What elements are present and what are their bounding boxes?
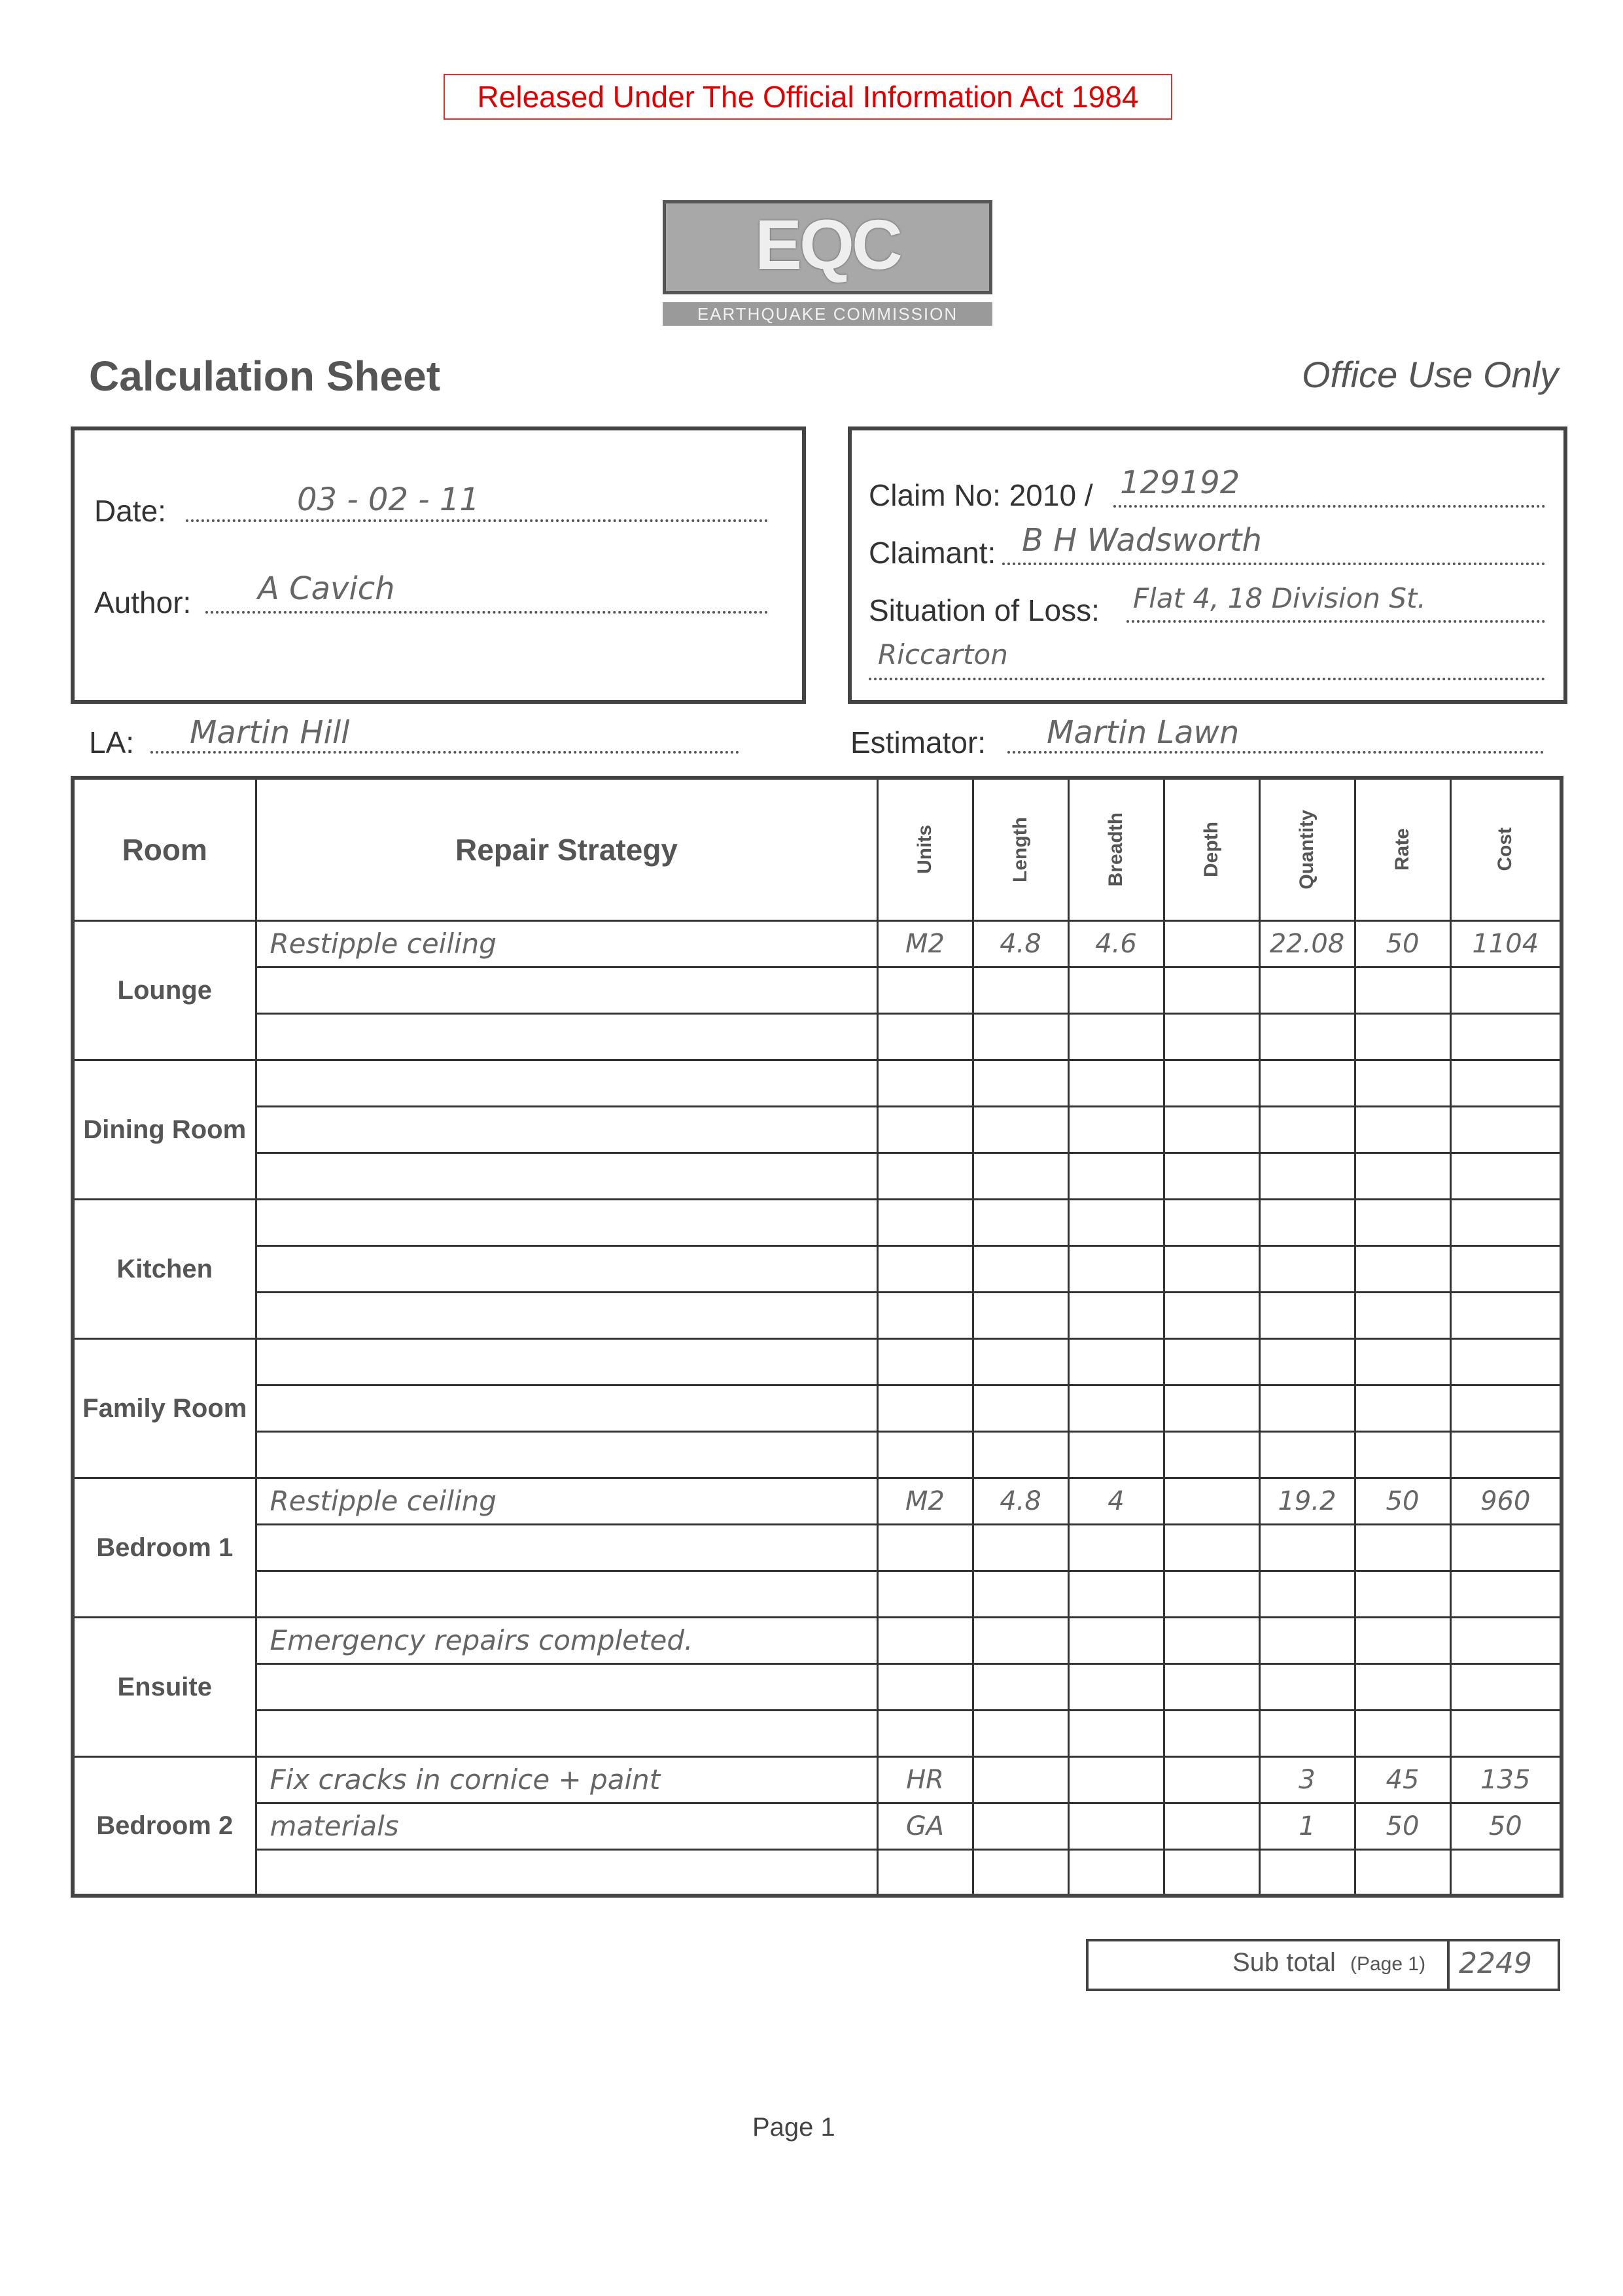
table-row [73, 1663, 1562, 1710]
depth-cell [1164, 1106, 1259, 1153]
breadth-cell [1068, 920, 1164, 967]
room-name: Ensuite [73, 1617, 256, 1756]
units-cell [877, 920, 973, 967]
units-value: M2 [905, 928, 945, 959]
repair-strategy-cell [256, 1385, 877, 1431]
rate-cell [1355, 1292, 1450, 1338]
cost-cell [1450, 1710, 1562, 1756]
rate-cell [1355, 1431, 1450, 1478]
length-cell [973, 1478, 1068, 1524]
header-units: Units [877, 778, 973, 920]
subtotal-label: Sub total [1232, 1948, 1336, 1977]
depth-cell [1164, 920, 1259, 967]
quantity-cell [1259, 1245, 1355, 1292]
room-name: Lounge [73, 920, 256, 1060]
units-value: HR [906, 1764, 944, 1795]
breadth-cell [1068, 1292, 1164, 1338]
depth-cell [1164, 1710, 1259, 1756]
depth-cell [1164, 967, 1259, 1013]
units-cell [877, 1710, 973, 1756]
subtotal-page-note: (Page 1) [1350, 1953, 1426, 1975]
quantity-cell [1259, 1478, 1355, 1524]
repair-strategy-cell [256, 920, 877, 967]
claimant-label: Claimant: [869, 536, 996, 570]
rate-cell [1355, 1153, 1450, 1199]
cost-value: 135 [1480, 1764, 1531, 1795]
situation-label: Situation of Loss: [869, 593, 1100, 627]
cost-value: 50 [1488, 1811, 1522, 1841]
repair-strategy-text: materials [270, 1810, 399, 1842]
repair-strategy-text: Restipple ceiling [270, 928, 497, 960]
cost-cell [1450, 1338, 1562, 1385]
repair-strategy-text: Restipple ceiling [270, 1485, 497, 1517]
units-cell [877, 1338, 973, 1385]
breadth-cell [1068, 1106, 1164, 1153]
units-cell [877, 1431, 973, 1478]
room-name: Family Room [73, 1338, 256, 1478]
rate-cell [1355, 1756, 1450, 1803]
repair-strategy-cell [256, 1849, 877, 1896]
depth-cell [1164, 1199, 1259, 1245]
repair-strategy-cell [256, 1431, 877, 1478]
length-cell [973, 1245, 1068, 1292]
rate-cell [1355, 1571, 1450, 1617]
depth-cell [1164, 1338, 1259, 1385]
la-label: LA: [89, 725, 135, 759]
claim-label: Claim No: 2010 / [869, 478, 1093, 512]
units-value: M2 [905, 1486, 945, 1516]
la-value: Martin Hill [190, 714, 350, 751]
units-cell [877, 1571, 973, 1617]
length-value: 4.8 [1000, 928, 1041, 959]
table-row [73, 1338, 1562, 1385]
breadth-value: 4.6 [1095, 928, 1137, 959]
units-cell [877, 1478, 973, 1524]
quantity-cell [1259, 1756, 1355, 1803]
rate-value: 50 [1386, 1811, 1420, 1841]
table-row [73, 1849, 1562, 1896]
repair-strategy-cell [256, 1478, 877, 1524]
page-title: Calculation Sheet [89, 353, 440, 400]
breadth-cell [1068, 1524, 1164, 1571]
units-cell [877, 1385, 973, 1431]
cost-cell [1450, 1478, 1562, 1524]
depth-cell [1164, 1478, 1259, 1524]
cost-cell [1450, 1803, 1562, 1849]
office-use-label: Office Use Only [1302, 354, 1559, 395]
rate-value: 50 [1386, 928, 1420, 959]
depth-cell [1164, 1013, 1259, 1060]
breadth-cell [1068, 1849, 1164, 1896]
quantity-cell [1259, 1571, 1355, 1617]
units-cell [877, 1524, 973, 1571]
rate-cell [1355, 1338, 1450, 1385]
breadth-cell [1068, 1338, 1164, 1385]
table-row [73, 1524, 1562, 1571]
repair-strategy-cell [256, 1013, 877, 1060]
page-number: Page 1 [752, 2113, 835, 2142]
depth-cell [1164, 1756, 1259, 1803]
table-row [73, 1710, 1562, 1756]
length-cell [973, 1803, 1068, 1849]
rate-cell [1355, 1849, 1450, 1896]
length-cell [973, 1338, 1068, 1385]
author-line [205, 611, 768, 614]
depth-cell [1164, 1060, 1259, 1106]
breadth-cell [1068, 967, 1164, 1013]
units-cell [877, 1617, 973, 1663]
breadth-cell [1068, 1710, 1164, 1756]
breadth-value: 4 [1108, 1486, 1125, 1516]
units-cell [877, 1849, 973, 1896]
units-cell [877, 1013, 973, 1060]
header-repair-strategy: Repair Strategy [256, 778, 877, 920]
quantity-cell [1259, 1617, 1355, 1663]
quantity-cell [1259, 1385, 1355, 1431]
subtotal-box [1086, 1939, 1560, 1991]
room-name: Kitchen [73, 1199, 256, 1338]
cost-cell [1450, 1385, 1562, 1431]
breadth-cell [1068, 1199, 1164, 1245]
units-cell [877, 1106, 973, 1153]
length-cell [973, 1153, 1068, 1199]
date-author-box [71, 426, 806, 704]
repair-strategy-cell [256, 1756, 877, 1803]
length-cell [973, 1106, 1068, 1153]
length-cell [973, 1663, 1068, 1710]
quantity-cell [1259, 1849, 1355, 1896]
depth-cell [1164, 1431, 1259, 1478]
units-cell [877, 1060, 973, 1106]
cost-cell [1450, 920, 1562, 967]
quantity-cell [1259, 1013, 1355, 1060]
estimator-value: Martin Lawn [1047, 714, 1240, 751]
length-cell [973, 1710, 1068, 1756]
table-row [73, 1199, 1562, 1245]
quantity-cell [1259, 967, 1355, 1013]
length-cell [973, 1617, 1068, 1663]
repair-strategy-cell [256, 1338, 877, 1385]
cost-cell [1450, 1245, 1562, 1292]
date-label: Date: [94, 494, 166, 528]
cost-cell [1450, 1571, 1562, 1617]
units-cell [877, 1153, 973, 1199]
depth-cell [1164, 1849, 1259, 1896]
quantity-value: 22.08 [1269, 928, 1345, 959]
table-row [73, 967, 1562, 1013]
repair-strategy-cell [256, 1571, 877, 1617]
cost-cell [1450, 1013, 1562, 1060]
units-cell [877, 1199, 973, 1245]
length-cell [973, 920, 1068, 967]
claimant-line [1002, 563, 1545, 565]
table-row [73, 920, 1562, 967]
author-label: Author: [94, 585, 192, 619]
cost-cell [1450, 967, 1562, 1013]
header-length: Length [973, 778, 1068, 920]
repair-strategy-cell [256, 1106, 877, 1153]
breadth-cell [1068, 1153, 1164, 1199]
rate-cell [1355, 1710, 1450, 1756]
units-cell [877, 967, 973, 1013]
breadth-cell [1068, 1245, 1164, 1292]
rate-cell [1355, 1803, 1450, 1849]
claim-box [848, 426, 1567, 704]
author-value: A Cavich [258, 570, 395, 607]
la-line [150, 751, 739, 754]
cost-cell [1450, 1060, 1562, 1106]
table-row [73, 1245, 1562, 1292]
table-row [73, 1571, 1562, 1617]
table-row [73, 1803, 1562, 1849]
cost-cell [1450, 1617, 1562, 1663]
rate-cell [1355, 1013, 1450, 1060]
cost-cell [1450, 1431, 1562, 1478]
breadth-cell [1068, 1013, 1164, 1060]
rate-cell [1355, 1663, 1450, 1710]
repair-strategy-cell [256, 967, 877, 1013]
depth-cell [1164, 1245, 1259, 1292]
depth-cell [1164, 1571, 1259, 1617]
breadth-cell [1068, 1571, 1164, 1617]
table-row [73, 1292, 1562, 1338]
rate-cell [1355, 1617, 1450, 1663]
length-cell [973, 1013, 1068, 1060]
date-line [186, 519, 768, 522]
release-stamp: Released Under The Official Information Act 1984 [444, 74, 1172, 120]
quantity-value: 19.2 [1278, 1486, 1336, 1516]
date-value: 03 - 02 - 11 [297, 481, 480, 518]
units-value: GA [905, 1811, 945, 1841]
rate-cell [1355, 1478, 1450, 1524]
length-cell [973, 1431, 1068, 1478]
quantity-value: 1 [1299, 1811, 1316, 1841]
quantity-cell [1259, 1710, 1355, 1756]
table-row [73, 1431, 1562, 1478]
depth-cell [1164, 1803, 1259, 1849]
table-row [73, 1153, 1562, 1199]
depth-cell [1164, 1663, 1259, 1710]
units-cell [877, 1245, 973, 1292]
quantity-value: 3 [1299, 1764, 1316, 1795]
quantity-cell [1259, 1431, 1355, 1478]
length-cell [973, 1524, 1068, 1571]
breadth-cell [1068, 1803, 1164, 1849]
estimator-label: Estimator: [850, 725, 986, 759]
rate-cell [1355, 920, 1450, 967]
breadth-cell [1068, 1060, 1164, 1106]
header-breadth: Breadth [1068, 778, 1164, 920]
header-rate: Rate [1355, 778, 1450, 920]
length-cell [973, 1571, 1068, 1617]
quantity-cell [1259, 1292, 1355, 1338]
rate-cell [1355, 1524, 1450, 1571]
rate-cell [1355, 1245, 1450, 1292]
cost-cell [1450, 1292, 1562, 1338]
breadth-cell [1068, 1756, 1164, 1803]
length-cell [973, 1199, 1068, 1245]
header-room: Room [73, 778, 256, 920]
rate-cell [1355, 967, 1450, 1013]
claimant-value: B H Wadsworth [1022, 522, 1262, 559]
repair-strategy-cell [256, 1292, 877, 1338]
table-row [73, 1106, 1562, 1153]
repair-strategy-cell [256, 1663, 877, 1710]
breadth-cell [1068, 1663, 1164, 1710]
table-row [73, 1060, 1562, 1106]
rate-cell [1355, 1060, 1450, 1106]
length-cell [973, 1292, 1068, 1338]
cost-cell [1450, 1199, 1562, 1245]
length-cell [973, 1849, 1068, 1896]
cost-value: 1104 [1472, 928, 1539, 959]
table-row [73, 1617, 1562, 1663]
units-cell [877, 1663, 973, 1710]
length-cell [973, 1385, 1068, 1431]
eqc-logo-text: EQC [754, 205, 901, 284]
repair-strategy-cell [256, 1710, 877, 1756]
cost-cell [1450, 1524, 1562, 1571]
room-name: Dining Room [73, 1060, 256, 1199]
claim-line [1113, 505, 1545, 508]
length-cell [973, 1060, 1068, 1106]
breadth-cell [1068, 1617, 1164, 1663]
cost-cell [1450, 1663, 1562, 1710]
depth-cell [1164, 1524, 1259, 1571]
depth-cell [1164, 1617, 1259, 1663]
units-cell [877, 1756, 973, 1803]
cost-value: 960 [1480, 1486, 1531, 1516]
repair-strategy-cell [256, 1617, 877, 1663]
depth-cell [1164, 1292, 1259, 1338]
depth-cell [1164, 1153, 1259, 1199]
repair-strategy-cell [256, 1803, 877, 1849]
quantity-cell [1259, 1060, 1355, 1106]
calculation-table [71, 776, 1563, 1898]
claim-value: 129192 [1120, 464, 1240, 501]
repair-strategy-cell [256, 1199, 877, 1245]
room-name: Bedroom 1 [73, 1478, 256, 1617]
repair-strategy-cell [256, 1060, 877, 1106]
table-header-row [73, 778, 1562, 920]
quantity-cell [1259, 1106, 1355, 1153]
table-row [73, 1478, 1562, 1524]
cost-cell [1450, 1153, 1562, 1199]
quantity-cell [1259, 1338, 1355, 1385]
length-cell [973, 967, 1068, 1013]
breadth-cell [1068, 1431, 1164, 1478]
situation-value: Flat 4, 18 Division St. [1133, 582, 1426, 614]
units-cell [877, 1292, 973, 1338]
rate-value: 50 [1386, 1486, 1420, 1516]
eqc-logo-subtitle: EARTHQUAKE COMMISSION [663, 302, 992, 326]
length-value: 4.8 [1000, 1486, 1041, 1516]
table-row [73, 1385, 1562, 1431]
repair-strategy-cell [256, 1245, 877, 1292]
rate-cell [1355, 1385, 1450, 1431]
breadth-cell [1068, 1478, 1164, 1524]
subtotal-divider [1447, 1941, 1450, 1989]
header-depth: Depth [1164, 778, 1259, 920]
quantity-cell [1259, 1199, 1355, 1245]
rate-cell [1355, 1199, 1450, 1245]
header-quantity: Quantity [1259, 778, 1355, 920]
cost-cell [1450, 1849, 1562, 1896]
header-cost: Cost [1450, 778, 1562, 920]
units-cell [877, 1803, 973, 1849]
quantity-cell [1259, 920, 1355, 967]
quantity-cell [1259, 1153, 1355, 1199]
room-name: Bedroom 2 [73, 1756, 256, 1896]
depth-cell [1164, 1385, 1259, 1431]
repair-strategy-cell [256, 1153, 877, 1199]
cost-cell [1450, 1756, 1562, 1803]
situation-value-2: Riccarton [878, 638, 1008, 670]
length-cell [973, 1756, 1068, 1803]
repair-strategy-text: Emergency repairs completed. [270, 1624, 693, 1656]
repair-strategy-text: Fix cracks in cornice + paint [270, 1764, 661, 1796]
quantity-cell [1259, 1663, 1355, 1710]
subtotal-value: 2249 [1459, 1947, 1532, 1980]
quantity-cell [1259, 1524, 1355, 1571]
estimator-line [1007, 751, 1544, 754]
situation-line-2 [869, 678, 1545, 680]
cost-cell [1450, 1106, 1562, 1153]
breadth-cell [1068, 1385, 1164, 1431]
situation-line [1126, 620, 1545, 623]
table-row [73, 1756, 1562, 1803]
rate-value: 45 [1386, 1764, 1420, 1795]
quantity-cell [1259, 1803, 1355, 1849]
table-row [73, 1013, 1562, 1060]
repair-strategy-cell [256, 1524, 877, 1571]
rate-cell [1355, 1106, 1450, 1153]
